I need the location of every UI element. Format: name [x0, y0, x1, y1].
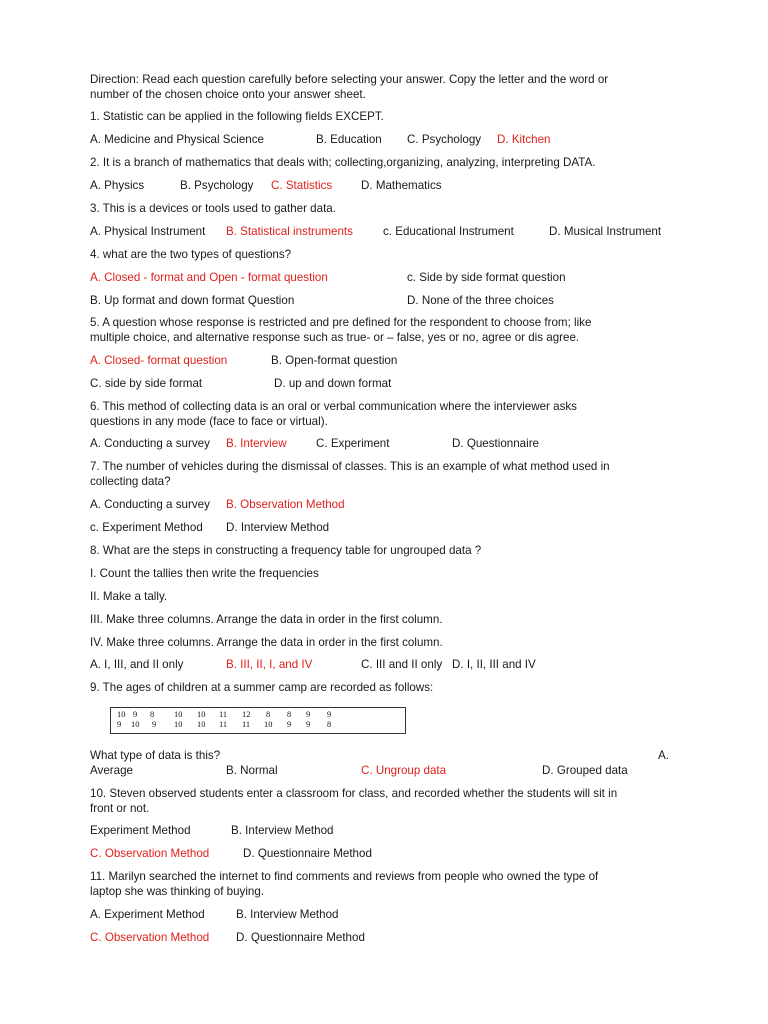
choice-11c-answer: C. Observation Method [90, 931, 210, 944]
direction-line-2: number of the chosen choice onto your answer sheet. [90, 88, 366, 101]
age-cell: 10 [197, 710, 206, 719]
age-cell: 8 [327, 720, 332, 729]
choice-4a-answer: A. Closed - format and Open - format question [90, 271, 328, 284]
age-cell: 9 [152, 720, 157, 729]
choice-1c: C. Psychology [407, 133, 482, 146]
age-cell: 9 [117, 720, 122, 729]
choice-1a: A. Medicine and Physical Science [90, 133, 264, 146]
age-cell: 9 [327, 710, 332, 719]
choice-6d: D. Questionnaire [452, 437, 539, 450]
choice-7c: c. Experiment Method [90, 521, 203, 534]
age-cell: 11 [219, 720, 228, 729]
age-cell: 8 [266, 710, 271, 719]
choice-3c: c. Educational Instrument [383, 225, 514, 238]
question-7-line-2: collecting data? [90, 475, 171, 488]
question-2-text: 2. It is a branch of mathematics that deals with; collecting,organizing, analyzing, interpreting DATA. [90, 156, 596, 169]
age-cell: 8 [287, 710, 292, 719]
choice-11d: D. Questionnaire Method [236, 931, 365, 944]
choice-3b-answer: B. Statistical instruments [226, 225, 353, 238]
question-6-line-1: 6. This method of collecting data is an oral or verbal communication where the interviewer asks [90, 400, 577, 413]
choice-8b-answer: B. III, II, I, and IV [226, 658, 313, 671]
age-cell: 9 [306, 710, 311, 719]
choice-6c: C. Experiment [316, 437, 390, 450]
age-cell: 11 [242, 720, 251, 729]
question-8-step-1: I. Count the tallies then write the frequencies [90, 567, 319, 580]
choice-6a: A. Conducting a survey [90, 437, 210, 450]
age-cell: 10 [131, 720, 140, 729]
question-11-line-1: 11. Marilyn searched the internet to find comments and reviews from people who owned the type of [90, 870, 599, 883]
choice-11a: A. Experiment Method [90, 908, 205, 921]
question-9-prompt: What type of data is this? [90, 749, 221, 762]
choice-9a-word: Average [90, 764, 133, 777]
age-cell: 11 [219, 710, 228, 719]
question-10-line-2: front or not. [90, 802, 150, 815]
choice-10d: D. Questionnaire Method [243, 847, 372, 860]
choice-7d: D. Interview Method [226, 521, 330, 534]
choice-11b: B. Interview Method [236, 908, 339, 921]
choice-3d: D. Musical Instrument [549, 225, 662, 238]
question-1-text: 1. Statistic can be applied in the following fields EXCEPT. [90, 110, 384, 123]
age-cell: 8 [150, 710, 155, 719]
question-8-step-3: III. Make three columns. Arrange the data in order in the first column. [90, 613, 443, 626]
question-10-line-1: 10. Steven observed students enter a classroom for class, and recorded whether the students will sit in [90, 787, 618, 800]
choice-10a: Experiment Method [90, 824, 191, 837]
age-cell: 12 [242, 710, 251, 719]
choice-4d: D. None of the three choices [407, 294, 554, 307]
choice-9a-letter: A. [658, 749, 669, 762]
age-cell: 9 [287, 720, 292, 729]
choice-8c: C. III and II only [361, 658, 443, 671]
choice-9d: D. Grouped data [542, 764, 628, 777]
choice-5b: B. Open-format question [271, 354, 398, 367]
age-cell: 10 [174, 720, 183, 729]
age-cell: 9 [306, 720, 311, 729]
age-cell: 10 [264, 720, 273, 729]
choice-2c-answer: C. Statistics [271, 179, 333, 192]
choice-1d-answer: D. Kitchen [497, 133, 551, 146]
question-4-text: 4. what are the two types of questions? [90, 248, 292, 261]
age-cell: 10 [197, 720, 206, 729]
direction-line-1: Direction: Read each question carefully before selecting your answer. Copy the letter and the word or [90, 73, 609, 86]
choice-4c: c. Side by side format question [407, 271, 566, 284]
question-3-text: 3. This is a devices or tools used to gather data. [90, 202, 336, 215]
question-8-step-4: IV. Make three columns. Arrange the data in order in the first column. [90, 636, 443, 649]
choice-2b: B. Psychology [180, 179, 254, 192]
choice-7a: A. Conducting a survey [90, 498, 210, 511]
age-cell: 9 [133, 710, 138, 719]
question-8-step-2: II. Make a tally. [90, 590, 168, 603]
choice-2d: D. Mathematics [361, 179, 442, 192]
ages-data-table [110, 707, 406, 734]
choice-8d: D. I, II, III and IV [452, 658, 536, 671]
choice-8a: A. I, III, and II only [90, 658, 184, 671]
age-cell: 10 [174, 710, 183, 719]
question-6-line-2: questions in any mode (face to face or virtual). [90, 415, 328, 428]
question-5-line-2: multiple choice, and alternative response such as true- or – false, yes or no, agree or dis agree. [90, 331, 580, 344]
choice-5a-answer: A. Closed- format question [90, 354, 228, 367]
question-5-line-1: 5. A question whose response is restricted and pre defined for the respondent to choose from; like [90, 316, 592, 329]
choice-5d: D. up and down format [274, 377, 392, 390]
question-7-line-1: 7. The number of vehicles during the dismissal of classes. This is an example of what method used in [90, 460, 610, 473]
choice-1b: B. Education [316, 133, 382, 146]
choice-3a: A. Physical Instrument [90, 225, 206, 238]
age-cell: 10 [117, 710, 126, 719]
question-8-text: 8. What are the steps in constructing a frequency table for ungrouped data ? [90, 544, 482, 557]
question-9-text: 9. The ages of children at a summer camp are recorded as follows: [90, 681, 434, 694]
choice-5c: C. side by side format [90, 377, 203, 390]
question-11-line-2: laptop she was thinking of buying. [90, 885, 265, 898]
choice-6b-answer: B. Interview [226, 437, 287, 450]
choice-9b: B. Normal [226, 764, 278, 777]
choice-4b: B. Up format and down format Question [90, 294, 295, 307]
choice-9c-answer: C. Ungroup data [361, 764, 447, 777]
choice-10c-answer: C. Observation Method [90, 847, 210, 860]
choice-10b: B. Interview Method [231, 824, 334, 837]
choice-2a: A. Physics [90, 179, 145, 192]
choice-7b-answer: B. Observation Method [226, 498, 345, 511]
